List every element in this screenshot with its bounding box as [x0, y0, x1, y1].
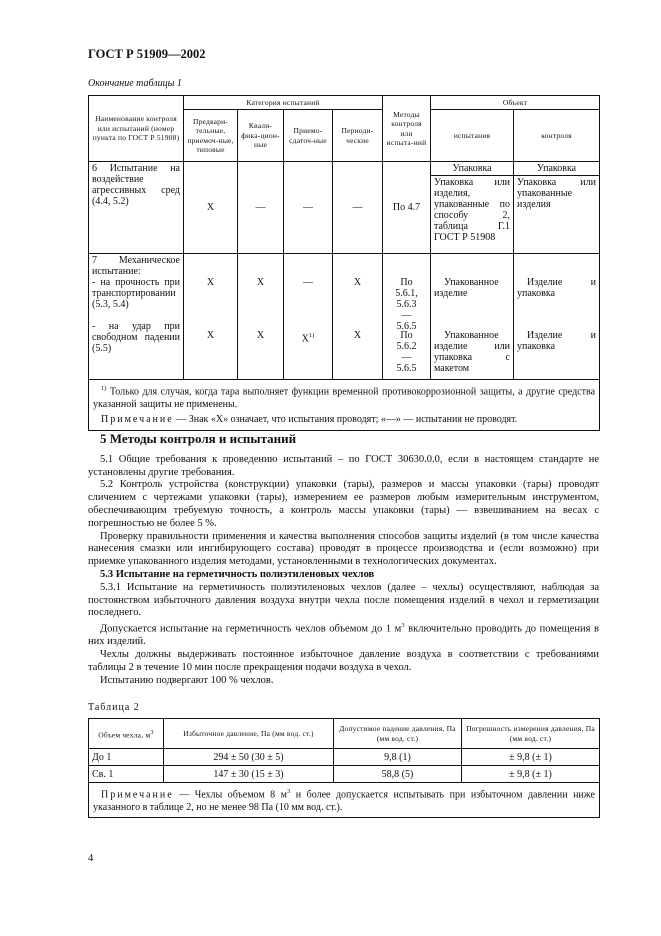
- header-accept: Приемо-сдаточ-ные: [284, 110, 333, 162]
- row6-prelim: X: [184, 162, 238, 254]
- row7-b-accept: [287, 330, 329, 344]
- row7-a-period: X: [353, 277, 362, 288]
- superscript: 3: [401, 622, 405, 630]
- subsection-5-3-title: 5.3 Испытание на герметичность полиэтиленовых чехлов: [100, 568, 375, 580]
- header-qual: Квали-фика-цион-ные: [238, 110, 284, 162]
- cell: 58,8 (5): [334, 766, 462, 783]
- row7-obj-control: [514, 254, 600, 380]
- cell: ± 9,8 (± 1): [462, 766, 600, 783]
- row7-obj-test: [431, 254, 514, 380]
- table-2-caption: Таблица 2: [88, 702, 140, 713]
- row7-a-name: - на прочность при транспортировании (5.3, 5.4): [92, 277, 180, 310]
- paragraph-5-2: 5.2 Контроль устройства (конструкции) упаковки (тары), размеров и массы упаковки (тары) проводят сличением с чертежами упаковки (тары), измерением ее размеров любым измерительным инструментом, обеспечивающим требуемую точность, а контроль массы упаковки (тары) — взвешиванием на весах с погрешностью не более 5 %.: [88, 479, 599, 529]
- row6-accept: —: [284, 162, 333, 254]
- cell: ± 9,8 (± 1): [462, 749, 600, 766]
- table-2: [88, 718, 600, 818]
- paragraph-5-1: 5.1 Общие требования к проведению испытаний – по ГОСТ 30630.0.0, если в настоящем стандарте не установлены другие требования.: [88, 453, 599, 478]
- section-5: [88, 433, 599, 688]
- header-category: Категория испытаний: [184, 96, 383, 110]
- table-continuation-label: Окончание таблицы 1: [88, 78, 182, 89]
- row7-name: [89, 254, 184, 380]
- cell: 294 ± 50 (30 ± 5): [164, 749, 334, 766]
- row7-b-accept-value: X: [301, 333, 309, 345]
- table-row: [89, 749, 600, 766]
- t2-header-volume: Объем чехла, $м^3$: [89, 719, 164, 749]
- footnote-ref: 1): [308, 332, 315, 339]
- header-object: Объект: [431, 96, 600, 110]
- table2-note: Примечание — Чехлы объемом 8 $м^3$ и более допускается испытывать при избыточном давлении ниже указанного в таблице 2, но не менее 98 Па (10 мм вод. ст.).: [89, 783, 600, 818]
- row7-b-period: X: [353, 330, 362, 341]
- row6-period: —: [333, 162, 383, 254]
- row7-method: [383, 254, 431, 380]
- cell: 147 ± 30 (15 ± 3): [164, 766, 334, 783]
- paragraph-check: Проверку правильности применения и качества выполнения способов защиты изделий (в том числе качества нанесения смазки или ингибирующего состава) проводят в процессе производства и (если возможно) при приемке упакованного изделия методами, установленными в технологических документах.: [88, 530, 599, 568]
- header-methods: Методы контроля или испыта-ний: [383, 96, 431, 162]
- header-obj-control: контроля: [514, 110, 600, 162]
- table-row: [89, 766, 600, 783]
- table1-footnotes: [89, 380, 600, 431]
- header-prelim: Предвари-тельные, приемоч-ные, типовые: [184, 110, 238, 162]
- footnote-mark: 1): [101, 385, 107, 392]
- header-period: Периоди-ческие: [333, 110, 383, 162]
- paragraph-covers: Чехлы должны выдерживать постоянное избыточное давление воздуха в соответствии с требованиями таблицы 2 в течение 10 мин после прекращения подачи воздуха в чехол.: [88, 649, 599, 674]
- row7-b-qual: X: [256, 330, 265, 341]
- row7-a-method: По 5.6.1, 5.6.3—5.6.5: [395, 277, 418, 332]
- row7-a-qual: X: [256, 277, 265, 288]
- row7-b-name: - на удар при свободном падении (5.5): [92, 321, 180, 354]
- cell: Св. 1: [89, 766, 164, 783]
- document-header: ГОСТ Р 51909—2002: [88, 47, 206, 61]
- row6-obj-control-1: Упаковка: [514, 162, 600, 176]
- row6-qual: —: [238, 162, 284, 254]
- t2-header-drop: Допустимое падение давления, Па (мм вод. ст.): [334, 719, 462, 749]
- note-label: Примечание: [101, 414, 174, 426]
- table-1: [88, 95, 600, 431]
- section-title: 5 Методы контроля и испытаний: [100, 431, 297, 446]
- row7-a-prelim: X: [206, 277, 215, 288]
- paragraph-100: Испытанию подвергают 100 % чехлов.: [100, 674, 274, 686]
- note-text: — Знак «X» означает, что испытания проводят; «—» — испытания не проводят.: [176, 414, 518, 426]
- row7-title: 7 Механическое испытание:: [92, 255, 180, 277]
- t2-header-error: Погрешность измерения давления, Па (мм вод. ст.): [462, 719, 600, 749]
- cell: До 1: [89, 749, 164, 766]
- header-name: Наименование контроля или испытаний (номер пункта по ГОСТ Р 51908): [89, 96, 184, 162]
- row7-accept: [284, 254, 333, 380]
- row7-a-obj-test: Упакованное изделие: [434, 277, 499, 299]
- cell: 9,8 (1): [334, 749, 462, 766]
- t2-header-pressure: Избыточное давление, Па (мм вод. ст.): [164, 719, 334, 749]
- row7-period: [333, 254, 383, 380]
- row7-b-prelim: X: [206, 330, 215, 341]
- footnote-text: Только для случая, когда тара выполняет функции временной противокоррозионной защиты, а другие средства указанной защиты не применены.: [93, 386, 596, 410]
- row6-name: 6 Испытание на воздействие агрессивных сред (4.4, 5.2): [89, 162, 184, 254]
- row6-obj-test-1: Упаковка: [431, 162, 514, 176]
- page-number: 4: [88, 853, 94, 864]
- paragraph-allowed: Допускается испытание на герметичность чехлов объемом до 1 $м^3$ включительно проводить до помещения в них изделий.: [88, 622, 599, 648]
- row6-obj-test-2: Упаковка или изделия, упакованные по способу 2, таблица Г.1 ГОСТ Р 51908: [431, 176, 514, 254]
- row7-b-method: По 5.6.2—5.6.5: [396, 330, 417, 374]
- row6-obj-control-2: Упаковка или упакованные изделия: [514, 176, 600, 254]
- header-obj-test: испытания: [431, 110, 514, 162]
- row7-a-accept: —: [303, 277, 313, 288]
- row7-prelim: [184, 254, 238, 380]
- paragraph-5-3-1: 5.3.1 Испытание на герметичность полиэтиленовых чехлов (далее – чехлы) осуществляют, наблюдая за постоянством избыточного давления воздуха внутри чехла после помещения изделий в чехол и герметизации последнего.: [88, 581, 599, 619]
- row7-qual: [238, 254, 284, 380]
- row7-a-obj-control: Изделие и упаковка: [517, 277, 596, 299]
- row6-method: По 4.7: [383, 162, 431, 254]
- row7-b-obj-test: Упакованное изделие или упаковка с макетом: [434, 330, 510, 374]
- row7-b-obj-control: Изделие и упаковка: [517, 330, 596, 352]
